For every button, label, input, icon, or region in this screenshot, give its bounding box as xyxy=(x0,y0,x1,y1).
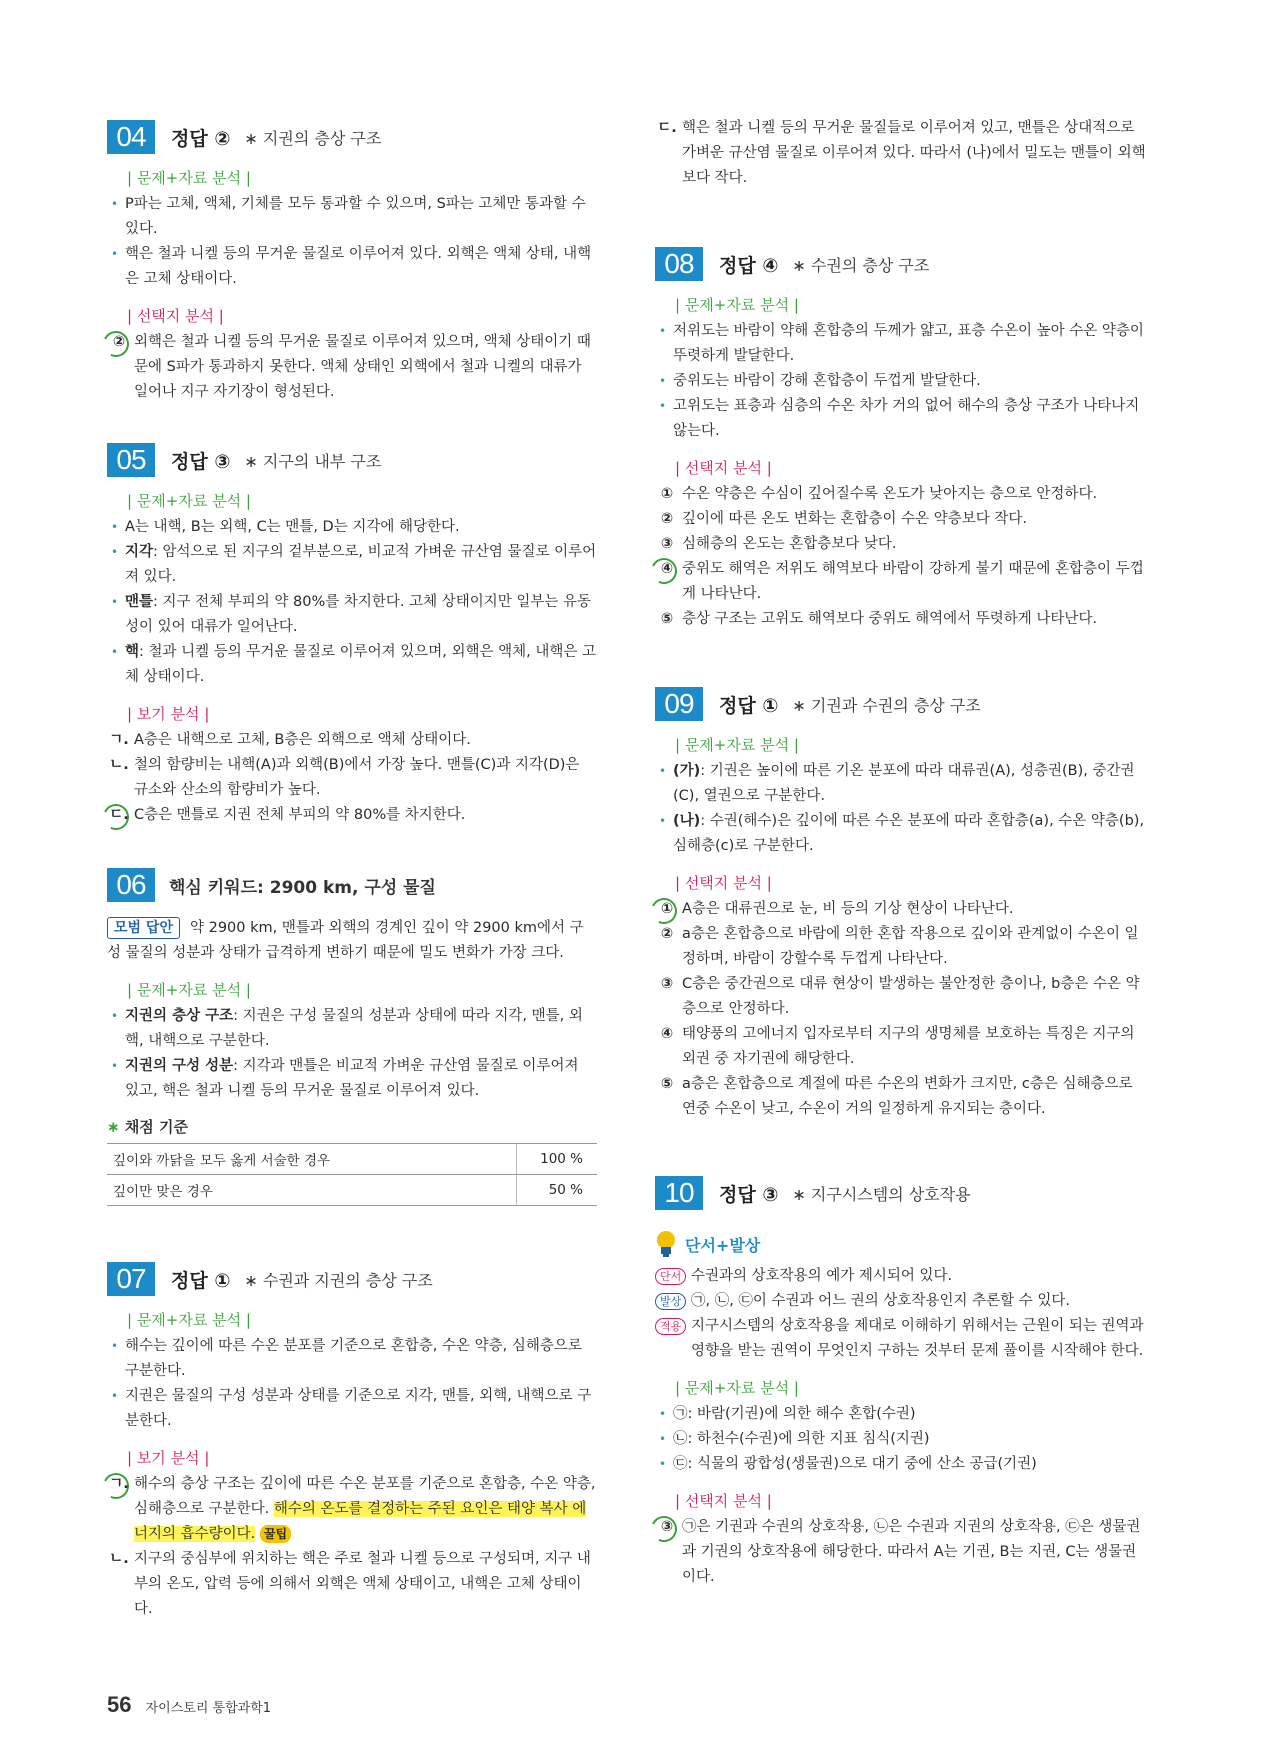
list-item: • 해수는 깊이에 따른 수온 분포를 기준으로 혼합층, 수온 약층, 심해층으로 구분한다. xyxy=(107,1334,597,1384)
keyword: 맨틀 xyxy=(125,594,154,610)
page-footer xyxy=(107,1692,271,1718)
choice-item xyxy=(655,607,1150,632)
topic-label: ∗ 기권과 수권의 층상 구조 xyxy=(792,695,981,715)
choice-item xyxy=(107,1547,597,1622)
choice-marker: ㄱ. xyxy=(109,732,129,748)
item-text: : 철과 니켈 등의 무거운 물질로 이루어져 있으며, 외핵은 액체, 내핵은 고체 상태이다. xyxy=(125,644,597,685)
choice-item xyxy=(655,1515,1150,1590)
bullet-list xyxy=(107,515,597,690)
lightbulb-icon xyxy=(655,1230,677,1258)
choice-text: A층은 내핵으로 고체, B층은 외핵으로 액체 상태이다. xyxy=(134,732,471,748)
choice-item xyxy=(655,922,1150,972)
choice-marker: ① xyxy=(660,901,674,917)
choice-item xyxy=(655,1072,1150,1122)
item-text: : 수권(해수)은 깊이에 따른 수온 분포에 따라 혼합층(a), 수온 약층(b), 심해층(c)로 구분한다. xyxy=(673,813,1145,854)
hint-item xyxy=(655,1264,1150,1289)
question-header xyxy=(107,868,597,902)
choice-marker: ② xyxy=(112,334,126,350)
page-number: 56 xyxy=(107,1692,132,1717)
item-text: : 지각과 맨틀은 비교적 가벼운 규산염 물질로 이루어져 있고, 핵은 철과 니켈 등의 무거운 물질로 이루어져 있다. xyxy=(125,1058,579,1099)
list-item xyxy=(107,640,597,690)
item-text: : 지권은 구성 물질의 성분과 상태에 따라 지각, 맨틀, 외핵, 내핵으로 구분한다. xyxy=(125,1008,583,1049)
hint-title: 단서+발상 xyxy=(685,1235,761,1255)
scoring-criteria-label: 채점 기준 xyxy=(124,1118,188,1136)
choice-text: 태양풍의 고에너지 입자로부터 지구의 생명체를 보호하는 특징은 지구의 외권 중 자기권에 해당한다. xyxy=(682,1026,1135,1067)
scoring-table xyxy=(107,1143,597,1206)
section-title: | 문제+자료 분석 | xyxy=(675,296,799,314)
choice-text: C층은 맨틀로 지권 전체 부피의 약 80%를 차지한다. xyxy=(134,807,466,823)
list-item: • P파는 고체, 액체, 기체를 모두 통과할 수 있으며, S파는 고체만 통과할 수 있다. xyxy=(107,192,597,242)
question-08 xyxy=(655,247,1150,632)
list-item: • 고위도는 표층과 심층의 수온 차가 거의 없어 해수의 층상 구조가 나타나지 않는다. xyxy=(655,394,1150,444)
choice-text: 철의 함량비는 내핵(A)과 외핵(B)에서 가장 높다. 맨틀(C)과 지각(D)은 규소와 산소의 함량비가 높다. xyxy=(134,757,580,798)
question-05 xyxy=(107,443,597,828)
section-title: | 선택지 분석 | xyxy=(675,1492,772,1510)
question-header xyxy=(107,1262,597,1296)
choice-marker: ⑤ xyxy=(660,611,674,627)
choice-item xyxy=(655,532,1150,557)
question-header xyxy=(655,247,1150,281)
question-07 xyxy=(107,1262,597,1622)
keyword: 핵 xyxy=(125,644,140,660)
topic-label: ∗ 수권과 지권의 층상 구조 xyxy=(244,1270,433,1290)
section-title: | 문제+자료 분석 | xyxy=(675,1379,799,1397)
question-number: 04 xyxy=(107,120,155,154)
choice-item xyxy=(107,1472,597,1547)
model-answer-badge: 모범 답안 xyxy=(107,917,180,939)
choice-marker: ③ xyxy=(660,1519,674,1535)
choice-text: 외핵은 철과 니켈 등의 무거운 물질로 이루어져 있으며, 액체 상태이기 때문에 S파가 통과하지 못한다. 액체 상태인 외핵에서 철과 니켈의 대류가 일어나 지구 자기장이 형성된다. xyxy=(134,334,591,400)
list-item: • 핵은 철과 니켈 등의 무거운 물질로 이루어져 있다. 외핵은 액체 상태, 내핵은 고체 상태이다. xyxy=(107,242,597,292)
question-header xyxy=(655,1176,1150,1210)
choice-item xyxy=(655,482,1150,507)
list-item: • 저위도는 바람이 약해 혼합층의 두께가 얇고, 표층 수온이 높아 수온 약층이 뚜렷하게 발달한다. xyxy=(655,319,1150,369)
question-04 xyxy=(107,120,597,405)
question-10 xyxy=(655,1176,1150,1590)
choice-item xyxy=(107,753,597,803)
highlighted-text: 해수의 온도를 결정하는 주된 요인은 태양 복사 에너지의 흡수량이다. xyxy=(134,1501,587,1542)
question-header xyxy=(107,443,597,477)
bullet-list xyxy=(655,759,1150,859)
answer-label: 정답 ④ xyxy=(719,254,779,277)
topic-label: ∗ 지구의 내부 구조 xyxy=(244,451,382,471)
choice-item xyxy=(655,116,1150,191)
choice-marker: ④ xyxy=(660,561,674,577)
choice-marker: ③ xyxy=(660,536,674,552)
choice-text: 중위도 해역은 저위도 해역보다 바람이 강하게 불기 때문에 혼합층이 두껍게 나타난다. xyxy=(682,561,1144,602)
choice-item xyxy=(655,897,1150,922)
list-item xyxy=(107,1004,597,1054)
tip-badge: 꿀팁 xyxy=(260,1525,291,1543)
choice-item xyxy=(107,728,597,753)
section-title: | 선택지 분석 | xyxy=(127,307,224,325)
topic-label: ∗ 지구시스템의 상호작용 xyxy=(792,1184,971,1204)
choice-marker: ① xyxy=(660,486,674,502)
answer-label: 정답 ② xyxy=(171,127,231,150)
hint-item xyxy=(655,1314,1150,1364)
choice-item xyxy=(655,1022,1150,1072)
question-06 xyxy=(107,868,597,1206)
table-cell: 깊이와 까닭을 모두 옳게 서술한 경우 xyxy=(107,1144,517,1175)
section-title: | 선택지 분석 | xyxy=(675,874,772,892)
choice-item xyxy=(655,507,1150,532)
item-text: : 기권은 높이에 따른 기온 분포에 따라 대류권(A), 성층권(B), 중간권(C), 열권으로 구분한다. xyxy=(673,763,1135,804)
hint-item xyxy=(655,1289,1150,1314)
choice-text: 층상 구조는 고위도 해역보다 중위도 해역에서 뚜렷하게 나타난다. xyxy=(682,611,1098,627)
choice-marker: ㄷ. xyxy=(657,120,677,136)
bullet-list xyxy=(655,319,1150,444)
choice-marker: ⑤ xyxy=(660,1076,674,1092)
choice-marker: ② xyxy=(660,926,674,942)
question-07-continued xyxy=(655,116,1150,191)
list-item xyxy=(655,809,1150,859)
keyword: (가) xyxy=(673,763,701,779)
book-title: 자이스토리 통합과학1 xyxy=(145,1701,272,1716)
table-row xyxy=(107,1144,597,1175)
answer-label: 정답 ① xyxy=(719,694,779,717)
table-cell: 100 % xyxy=(517,1144,598,1175)
item-text: : 지구 전체 부피의 약 80%를 차지한다. 고체 상태이지만 일부는 유동성이 있어 대류가 일어난다. xyxy=(125,594,592,635)
list-item: • A는 내핵, B는 외핵, C는 맨틀, D는 지각에 해당한다. xyxy=(107,515,597,540)
question-number: 07 xyxy=(107,1262,155,1296)
choice-text: 해수의 층상 구조는 깊이에 따른 수온 분포를 기준으로 혼합층, 수온 약층, 심해층으로 구분한다. xyxy=(134,1476,596,1517)
choice-marker: ㄱ. xyxy=(109,1476,129,1492)
choice-text: a층은 혼합층으로 계절에 따른 수온의 변화가 크지만, c층은 심해층으로 연중 수온이 낮고, 수온이 거의 일정하게 유지되는 층이다. xyxy=(682,1076,1133,1117)
choice-item xyxy=(655,557,1150,607)
section-title: | 문제+자료 분석 | xyxy=(675,736,799,754)
choice-text: 심해층의 온도는 혼합층보다 낮다. xyxy=(682,536,897,552)
bullet-list xyxy=(655,1402,1150,1477)
question-number: 09 xyxy=(655,687,703,721)
answer-label: 정답 ③ xyxy=(719,1183,779,1206)
choice-text: 지구의 중심부에 위치하는 핵은 주로 철과 니켈 등으로 구성되며, 지구 내부의 온도, 압력 등에 의해서 외핵은 액체 상태이고, 내핵은 고체 상태이다. xyxy=(134,1551,591,1617)
star-icon: ∗ xyxy=(107,1118,120,1136)
choice-item xyxy=(107,330,597,405)
table-row xyxy=(107,1175,597,1206)
list-item: • 중위도는 바람이 강해 혼합층이 두껍게 발달한다. xyxy=(655,369,1150,394)
list-item xyxy=(107,1054,597,1104)
topic-label: ∗ 지권의 층상 구조 xyxy=(244,128,382,148)
keyword: 지권의 구성 성분 xyxy=(125,1058,234,1074)
list-item: • ㉡: 하천수(수권)에 의한 지표 침식(지권) xyxy=(655,1427,1150,1452)
list-item: • 지권은 물질의 구성 성분과 상태를 기준으로 지각, 맨틀, 외핵, 내핵으로 구분한다. xyxy=(107,1384,597,1434)
choice-item xyxy=(655,972,1150,1022)
list-item: • ㉢: 식물의 광합성(생물권)으로 대기 중에 산소 공급(기권) xyxy=(655,1452,1150,1477)
scoring-criteria-title xyxy=(107,1116,597,1137)
list-item xyxy=(655,759,1150,809)
bullet-list xyxy=(107,192,597,292)
section-title: | 선택지 분석 | xyxy=(675,459,772,477)
question-09 xyxy=(655,687,1150,1122)
choice-text: C층은 중간권으로 대류 현상이 발생하는 불안정한 층이나, b층은 수온 약층으로 안정하다. xyxy=(682,976,1140,1017)
topic-label: 핵심 키워드: 2900 km, 구성 물질 xyxy=(169,877,436,898)
keyword: 지권의 층상 구조 xyxy=(125,1008,234,1024)
list-item xyxy=(107,540,597,590)
section-title: | 보기 분석 | xyxy=(127,1449,210,1467)
table-cell: 깊이만 맞은 경우 xyxy=(107,1175,517,1206)
question-number: 10 xyxy=(655,1176,703,1210)
choice-item xyxy=(107,803,597,828)
table-cell: 50 % xyxy=(517,1175,598,1206)
question-number: 05 xyxy=(107,443,155,477)
item-text: : 암석으로 된 지구의 겉부분으로, 비교적 가벼운 규산염 물질로 이루어져 있다. xyxy=(125,544,597,585)
choice-marker: ㄴ. xyxy=(109,757,129,773)
choice-marker: ② xyxy=(660,511,674,527)
keyword: (나) xyxy=(673,813,701,829)
question-number: 06 xyxy=(107,868,155,902)
hint-text: 지구시스템의 상호작용을 제대로 이해하기 위해서는 근원이 되는 권역과 영향을 받는 권역이 무엇인지 구하는 것부터 문제 풀이를 시작해야 한다. xyxy=(691,1318,1144,1359)
choice-text: ㉠은 기권과 수권의 상호작용, ㉡은 수권과 지권의 상호작용, ㉢은 생물권과 기권의 상호작용에 해당한다. 따라서 A는 기권, B는 지권, C는 생물권이다. xyxy=(682,1519,1141,1585)
bullet-list xyxy=(107,1334,597,1434)
hint-header xyxy=(655,1230,1150,1258)
hint-text: ㉠, ㉡, ㉢이 수권과 어느 권의 상호작용인지 추론할 수 있다. xyxy=(691,1293,1070,1309)
clue-tag: 단서 xyxy=(655,1268,686,1285)
hint-text: 수권과의 상호작용의 예가 제시되어 있다. xyxy=(691,1268,953,1284)
section-title: | 보기 분석 | xyxy=(127,705,210,723)
model-answer xyxy=(107,916,597,966)
answer-label: 정답 ③ xyxy=(171,450,231,473)
question-header xyxy=(655,687,1150,721)
section-title: | 문제+자료 분석 | xyxy=(127,492,251,510)
model-answer-text: 약 2900 km, 맨틀과 외핵의 경계인 깊이 약 2900 km에서 구성 물질의 성분과 상태가 급격하게 변하기 때문에 밀도 변화가 가장 크다. xyxy=(107,920,584,961)
choice-marker: ④ xyxy=(660,1026,674,1042)
choice-text: A층은 대류권으로 눈, 비 등의 기상 현상이 나타난다. xyxy=(682,901,1014,917)
choice-text: a층은 혼합층으로 바람에 의한 혼합 작용으로 깊이와 관계없이 수온이 일정하며, 바람이 강할수록 두껍게 나타난다. xyxy=(682,926,1139,967)
keyword: 지각 xyxy=(125,544,154,560)
choice-marker: ㄴ. xyxy=(109,1551,129,1567)
choice-text: 수온 약층은 수심이 깊어질수록 온도가 낮아지는 층으로 안정하다. xyxy=(682,486,1098,502)
choice-text: 깊이에 따른 온도 변화는 혼합층이 수온 약층보다 작다. xyxy=(682,511,1028,527)
question-header xyxy=(107,120,597,154)
bullet-list xyxy=(107,1004,597,1104)
section-title: | 문제+자료 분석 | xyxy=(127,1311,251,1329)
section-title: | 문제+자료 분석 | xyxy=(127,169,251,187)
list-item xyxy=(107,590,597,640)
topic-label: ∗ 수권의 층상 구조 xyxy=(792,255,930,275)
apply-tag: 적용 xyxy=(655,1318,686,1335)
choice-marker: ㄷ. xyxy=(109,807,129,823)
section-title: | 문제+자료 분석 | xyxy=(127,981,251,999)
choice-marker: ③ xyxy=(660,976,674,992)
list-item: • ㉠: 바람(기권)에 의한 해수 혼합(수권) xyxy=(655,1402,1150,1427)
idea-tag: 발상 xyxy=(655,1293,686,1310)
question-number: 08 xyxy=(655,247,703,281)
choice-text: 핵은 철과 니켈 등의 무거운 물질들로 이루어져 있고, 맨틀은 상대적으로 가벼운 규산염 물질로 이루어져 있다. 따라서 (나)에서 밀도는 맨틀이 외핵보다 작다. xyxy=(682,120,1146,186)
answer-label: 정답 ① xyxy=(171,1269,231,1292)
